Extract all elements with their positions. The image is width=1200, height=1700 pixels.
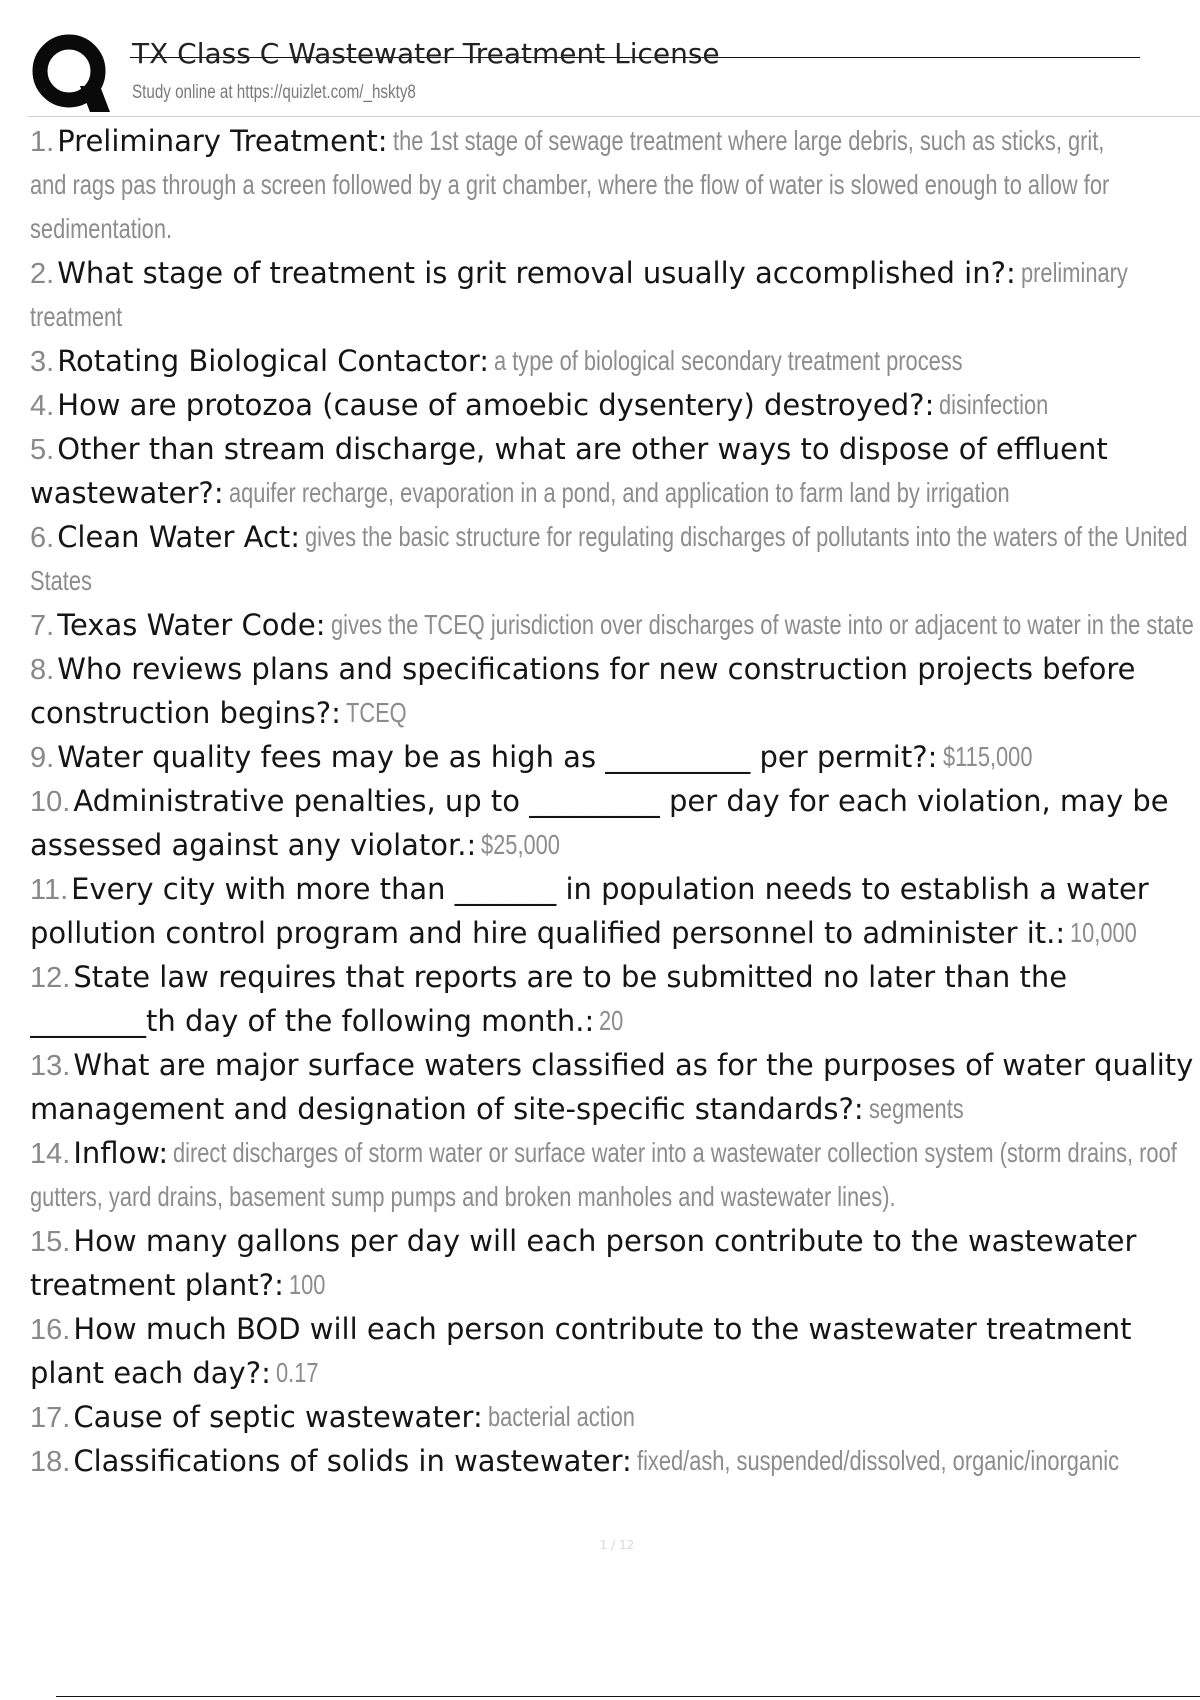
card-term: How are protozoa (cause of amoebic dysentery) destroyed?: — [57, 388, 935, 422]
card-number: 14. — [30, 1138, 71, 1170]
card-term-cont: pollution control program and hire qualified personnel to administer it.: — [30, 916, 1066, 950]
card-term: State law requires that reports are to be submitted no later than the — [73, 960, 1068, 994]
card-definition: $25,000 — [481, 829, 561, 860]
card-term: Administrative penalties, up to _________ per day for each violation, may be — [73, 784, 1169, 818]
card-term-cont: wastewater?: — [30, 476, 224, 510]
flashcard-9 — [30, 735, 1200, 779]
card-term: Classifications of solids in wastewater: — [73, 1444, 632, 1478]
card-term-cont: ________th day of the following month.: — [30, 1004, 595, 1038]
card-number: 6. — [30, 522, 55, 554]
card-definition: fixed/ash, suspended/dissolved, organic/inorganic — [636, 1445, 1119, 1476]
card-definition: the 1st stage of sewage treatment where large debris, such as sticks, grit, — [392, 125, 1104, 156]
flashcard-8 — [30, 647, 1200, 735]
document-title: TX Class C Wastewater Treatment License — [132, 37, 720, 70]
study-online-link[interactable]: Study online at https://quizlet.com/_hskty8 — [132, 82, 416, 103]
card-term-cont: assessed against any violator.: — [30, 828, 477, 862]
card-term: How much BOD will each person contribute to the wastewater treatment — [73, 1312, 1132, 1346]
card-number: 7. — [30, 610, 55, 642]
flashcard-12 — [30, 955, 1200, 1043]
card-term: Every city with more than _______ in population needs to establish a water — [71, 872, 1149, 906]
card-definition: disinfection — [939, 389, 1049, 420]
card-number: 17. — [30, 1402, 71, 1434]
card-definition-cont: sedimentation. — [30, 213, 173, 244]
card-definition: bacterial action — [487, 1401, 635, 1432]
card-number: 13. — [30, 1050, 71, 1082]
quizlet-logo-icon — [32, 34, 114, 116]
card-term-cont: construction begins?: — [30, 696, 341, 730]
card-term: Clean Water Act: — [57, 520, 301, 554]
card-definition: preliminary — [1020, 257, 1128, 288]
flashcard-list — [30, 119, 1200, 1499]
card-term: Inflow: — [73, 1136, 169, 1170]
card-term: Who reviews plans and specifications for new construction projects before — [57, 652, 1136, 686]
flashcard-3 — [30, 339, 1200, 383]
card-term: What are major surface waters classified as for the purposes of water quality — [73, 1048, 1194, 1082]
card-definition-cont: treatment — [30, 301, 123, 332]
card-definition: $115,000 — [942, 741, 1032, 772]
card-definition-cont: and rags pas through a screen followed by a grit chamber, where the flow of water is slowed enough to allow for — [30, 169, 1110, 200]
flashcard-13 — [30, 1043, 1200, 1131]
card-term: How many gallons per day will each person contribute to the wastewater — [73, 1224, 1137, 1258]
card-definition: 20 — [599, 1005, 624, 1036]
flashcard-7 — [30, 603, 1200, 647]
flashcard-17 — [30, 1395, 1200, 1439]
card-definition: aquifer recharge, evaporation in a pond, and application to farm land by irrigation — [228, 477, 1010, 508]
card-term: Other than stream discharge, what are other ways to dispose of effluent — [57, 432, 1108, 466]
flashcard-16 — [30, 1307, 1200, 1395]
card-definition: a type of biological secondary treatment process — [494, 345, 963, 376]
flashcard-18 — [30, 1439, 1200, 1483]
card-term: Preliminary Treatment: — [57, 124, 388, 158]
card-number: 5. — [30, 434, 55, 466]
card-term-cont: plant each day?: — [30, 1356, 271, 1390]
card-number: 15. — [30, 1226, 71, 1258]
card-definition: 100 — [288, 1269, 326, 1300]
card-number: 10. — [30, 786, 71, 818]
footer-divider — [56, 1696, 1200, 1697]
card-definition: TCEQ — [346, 697, 407, 728]
page-header — [28, 30, 1140, 116]
card-number: 11. — [30, 874, 69, 906]
card-term-cont: treatment plant?: — [30, 1268, 284, 1302]
card-definition: 0.17 — [275, 1357, 319, 1388]
card-number: 9. — [30, 742, 55, 774]
card-term: Cause of septic wastewater: — [73, 1400, 483, 1434]
flashcard-2 — [30, 251, 1200, 339]
card-definition: segments — [868, 1093, 964, 1124]
card-term: Water quality fees may be as high as __________ per permit?: — [57, 740, 938, 774]
card-number: 1. — [30, 126, 55, 158]
flashcard-15 — [30, 1219, 1200, 1307]
header-divider — [28, 116, 1200, 117]
flashcard-4 — [30, 383, 1200, 427]
card-definition-cont: States — [30, 565, 92, 596]
card-number: 3. — [30, 346, 55, 378]
card-definition: 10,000 — [1070, 917, 1138, 948]
flashcard-10 — [30, 779, 1200, 867]
flashcard-11 — [30, 867, 1200, 955]
card-term-cont: management and designation of site-specific standards?: — [30, 1092, 864, 1126]
card-number: 18. — [30, 1446, 71, 1478]
card-definition-cont: gutters, yard drains, basement sump pumps and broken manholes and wastewater lines). — [30, 1181, 896, 1212]
card-number: 16. — [30, 1314, 71, 1346]
flashcard-6 — [30, 515, 1200, 603]
flashcard-1 — [30, 119, 1200, 251]
card-term: What stage of treatment is grit removal usually accomplished in?: — [57, 256, 1016, 290]
card-number: 8. — [30, 654, 55, 686]
flashcard-14 — [30, 1131, 1200, 1219]
card-definition: gives the basic structure for regulating discharges of pollutants into the waters of the United — [305, 521, 1188, 552]
card-term: Rotating Biological Contactor: — [57, 344, 490, 378]
card-definition: direct discharges of storm water or surface water into a wastewater collection system (storm drains, roof — [173, 1137, 1178, 1168]
card-number: 2. — [30, 258, 55, 290]
card-term: Texas Water Code: — [57, 608, 326, 642]
page-number: 1 / 12 — [599, 1538, 635, 1552]
flashcard-5 — [30, 427, 1200, 515]
card-number: 4. — [30, 390, 55, 422]
card-definition: gives the TCEQ jurisdiction over discharges of waste into or adjacent to water in the state — [330, 609, 1194, 640]
card-number: 12. — [30, 962, 71, 994]
